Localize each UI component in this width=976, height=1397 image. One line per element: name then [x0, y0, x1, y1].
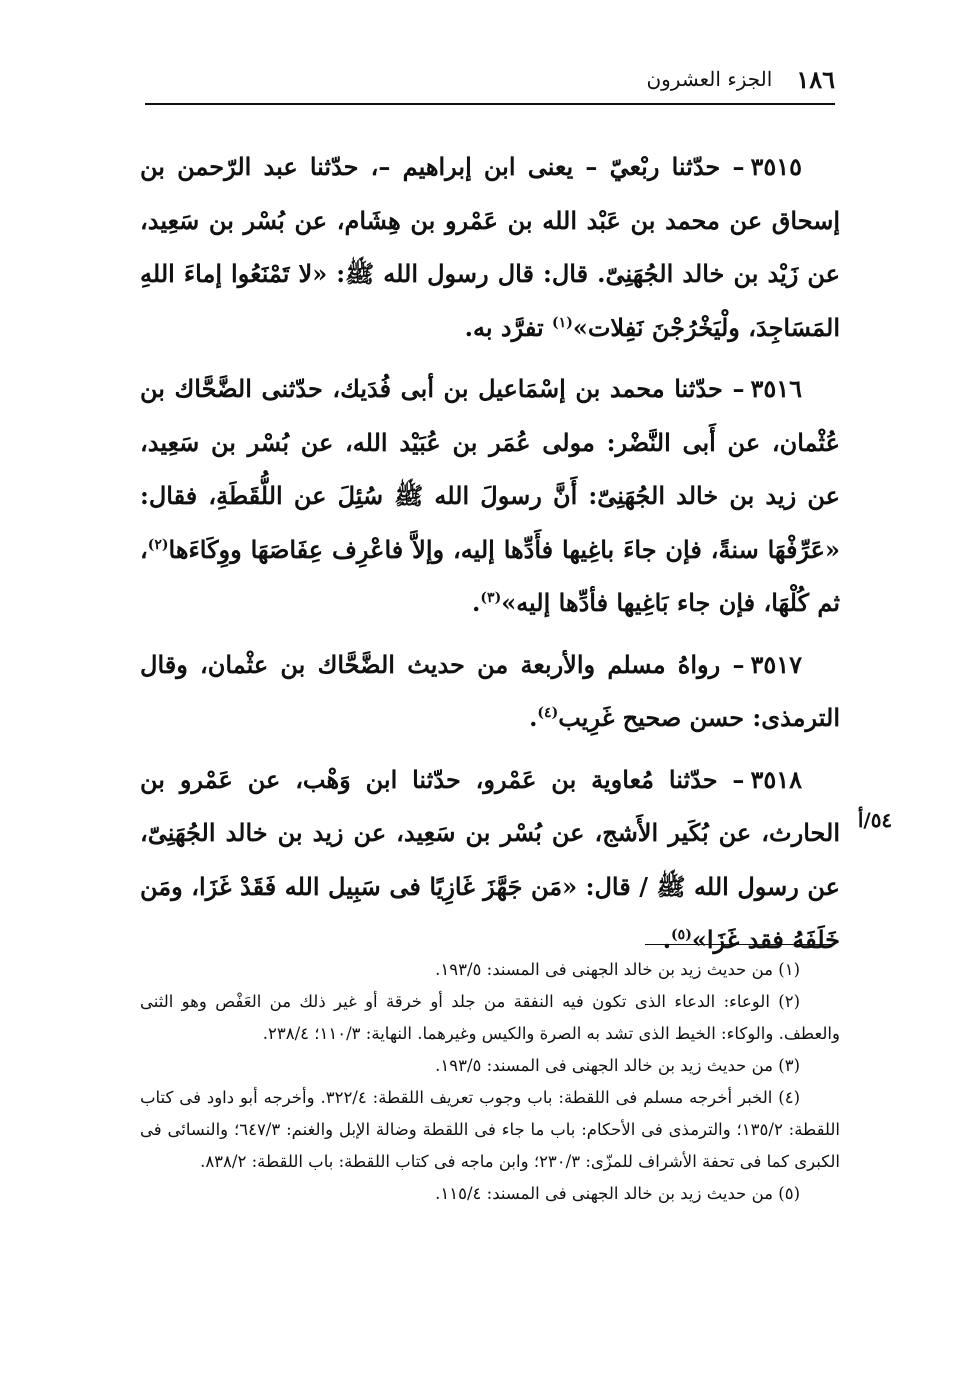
hadith-number: ٣٥١٥	[750, 152, 803, 181]
hadith-text: – رواهُ مسلم والأربعة من حديث الضَّحَّاك بن عثْمان، وقال الترمذى: حسن صحيح غَرِيب	[140, 649, 840, 732]
hadith-number: ٣٥١٦	[750, 374, 802, 403]
hadith-tail: تفرَّد به.	[464, 312, 553, 342]
main-text	[140, 140, 840, 975]
hadith-tail: .	[472, 588, 481, 617]
footnote-5: (٥) من حديث زيد بن خالد الجهنى فى المسند: ١١٥/٤.	[435, 1184, 800, 1203]
footnote-ref: (٤)	[537, 705, 559, 721]
hadith-tail: .	[529, 703, 538, 732]
footnote-1: (١) من حديث زيد بن خالد الجهنى فى المسند: ١٩٣/٥.	[435, 960, 800, 979]
hadith-text: – حدّثنا مُعاوية بن عَمْرو، حدّثنا ابن وَهْب، عن عَمْرو بن الحارث، عن بُكَير الأَشج، عن بُسْر بن سَعِيد، عن زيد بن خالد الجُهَنِىّ، عن رسول الله ﷺ / قال: «مَن جَهَّزَ غَازِيًا فى سَبِيل الله فَقَدْ غَزَا، ومَن خَلَفَهُ فقد غَزَا»	[140, 764, 840, 954]
hadith-3515	[140, 140, 840, 354]
manuscript-folio-note: ٥٤/أ	[857, 808, 893, 832]
page-number: ١٨٦	[796, 64, 835, 94]
hadith-text: – حدّثنا ربْعيّ – يعنى ابن إبراهيم –، حدّثنا عبد الرّحمن بن إسحاق عن محمد بن عَبْد الله بن عَمْرو بن هِشَام، عن بُسْر بن سَعِيد، عن زَيْد بن خالد الجُهَنِىّ. قال: قال رسول الله ﷺ: «لا تَمْنَعُوا إماءَ اللهِ المَسَاجِدَ، ولْيَخْرُجْنَ نَفِلات»	[140, 152, 841, 342]
hadith-number: ٣٥١٧	[750, 649, 803, 679]
hadith-text: – حدّثنا محمد بن إسْمَاعيل بن أبى فُدَيك، حدّثنى الضَّحَّاك بن عُثْمان، عن أَبى النَّضْر: مولى عُمَر بن عُبَيْد الله، عن بُسْر بن سَعِيد، عن زيد بن خالد الجُهَنِىّ: أَنَّ رسولَ الله ﷺ سُئِلَ عن اللُّقَطَةِ، فقال: «عَرِّفْهَا سنةً، فإن جاءَ باغِيها فأَدِّها إليه، وإلاَّ فاعْرِف عِفَاصَهَا ووِكَاءَها	[140, 374, 840, 564]
footnote-4: (٤) الخبر أخرجه مسلم فى اللقطة: باب وجوب تعريف اللقطة: ٣٢٢/٤. وأخرجه أبو داود فى كتاب اللقطة: ١٣٥/٢؛ والترمذى فى الأحكام: باب ما جاء فى اللقطة وضالة الإبل والغنم: ٦٤٧/٣؛ والنسائى فى الكبرى كما فى تحفة الأشراف للمزّى: ٢٣٠/٣؛ وابن ماجه فى كتاب اللقطة: باب اللقطة: ٨٣٨/٢.	[140, 1088, 841, 1171]
footnote-2: (٢) الوعاء: الدعاء الذى تكون فيه النفقة من جلد أو خرقة أو غير ذلك من العَفْص وهو الثنى والعطف. والوكاء: الخيط الذى تشد به الصرة والكيس وغيرهما. النهاية: ١١٠/٣؛ ٢٣٨/٤.	[140, 992, 840, 1043]
running-title: الجزء العشرون	[646, 67, 773, 91]
hadith-3517	[140, 638, 840, 745]
footnote-ref: (٣)	[480, 590, 502, 606]
hadith-middle: ، ثم كُلْهَا، فإن جاء بَاغِيها فأدِّها إليه»	[140, 534, 840, 617]
footnote-ref: (٢)	[147, 536, 169, 553]
hadith-tail: .	[662, 925, 672, 954]
page-header	[145, 58, 835, 100]
footnote-3: (٣) من حديث زيد بن خالد الجهنى فى المسند: ١٩٣/٥.	[435, 1056, 800, 1075]
header-divider	[145, 103, 835, 105]
footnote-ref: (٥)	[671, 927, 692, 943]
footnote-divider	[645, 944, 835, 945]
footnotes	[140, 954, 840, 1210]
hadith-3518	[140, 753, 840, 967]
footnote-ref: (١)	[552, 314, 573, 331]
hadith-3516	[140, 362, 840, 630]
hadith-number: ٣٥١٨	[750, 764, 802, 794]
